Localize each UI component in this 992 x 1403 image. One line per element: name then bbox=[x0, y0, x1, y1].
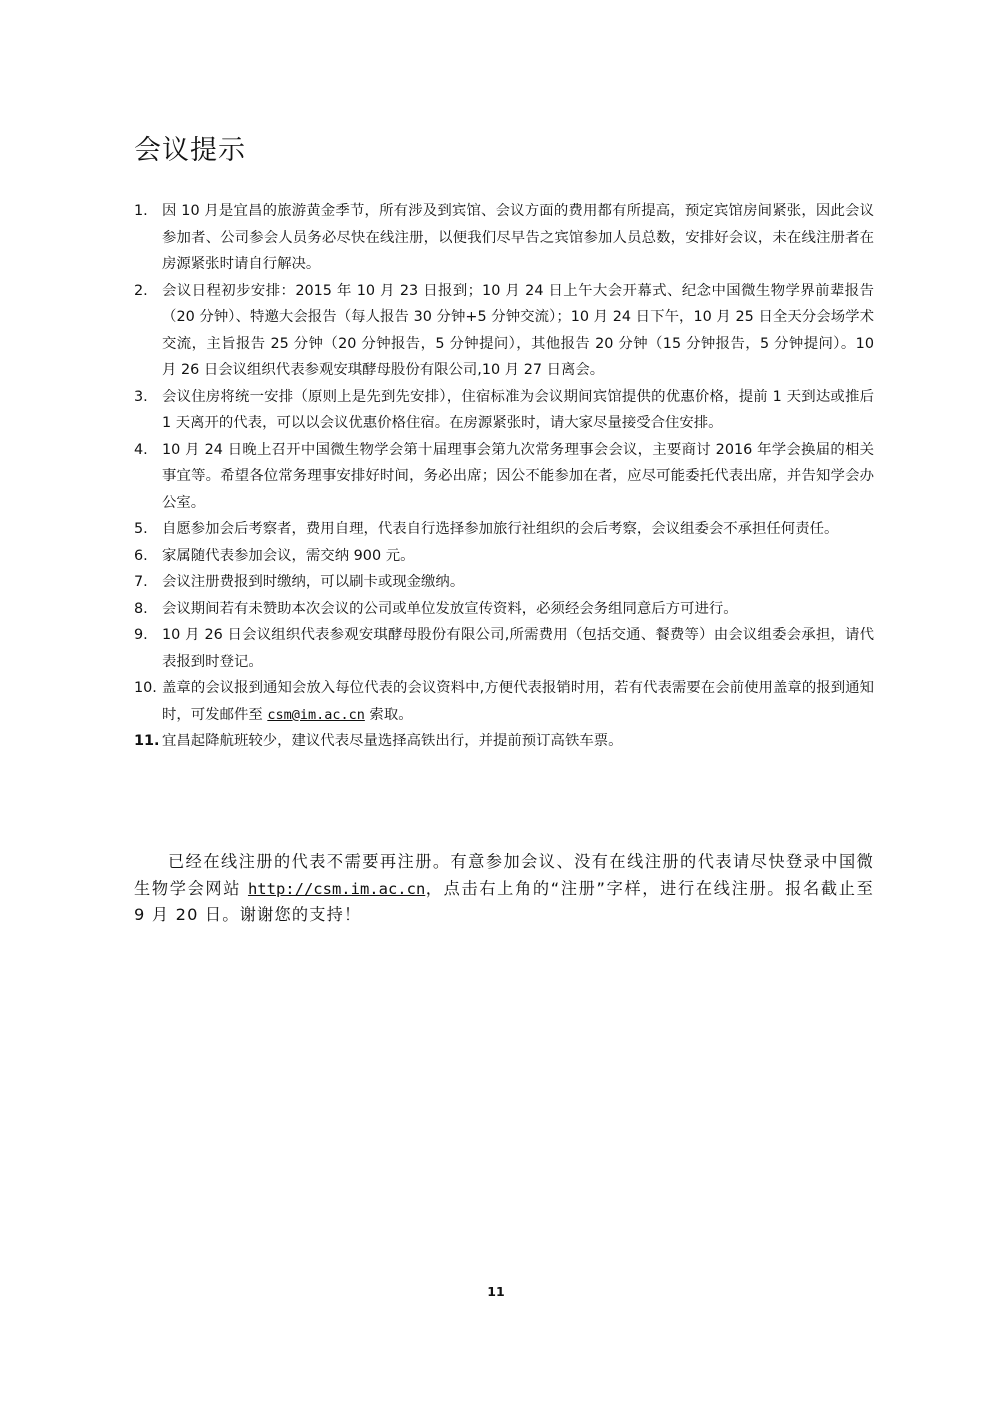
tips-list bbox=[134, 198, 874, 755]
list-item bbox=[134, 675, 874, 728]
list-item-number: 8. bbox=[134, 600, 148, 617]
list-item-text: 会议住房将统一安排（原则上是先到先安排），住宿标准为会议期间宾馆提供的优惠价格，提前 1 天到达或推后 1 天离开的代表，可以以会议优惠价格住宿。在房源紧张时，请大家尽量接受合住安排。 bbox=[162, 388, 874, 431]
list-item bbox=[134, 384, 874, 437]
list-item-text: 宜昌起降航班较少，建议代表尽量选择高铁出行，并提前预订高铁车票。 bbox=[162, 733, 623, 749]
list-item-number: 7. bbox=[134, 574, 148, 590]
website-link[interactable]: http://csm.im.ac.cn bbox=[247, 879, 426, 898]
list-item-text: 因 10 月是宜昌的旅游黄金季节，所有涉及到宾馆、会议方面的费用都有所提高，预定宾馆房间紧张，因此会议参加者、公司参会人员务必尽快在线注册，以便我们尽早告之宾馆参加人员总数，安排好会议，未在线注册者在房源紧张时请自行解决。 bbox=[162, 203, 874, 272]
email-link[interactable]: csm@im.ac.cn bbox=[267, 706, 365, 723]
list-item bbox=[134, 198, 874, 278]
list-item-number: 10. bbox=[134, 680, 157, 696]
list-item-number: 4. bbox=[134, 441, 148, 458]
list-item-text: 会议期间若有未赞助本次会议的公司或单位发放宣传资料，必须经会务组同意后方可进行。 bbox=[162, 600, 738, 617]
list-item bbox=[134, 569, 874, 596]
tip10-text-before: 盖章的会议报到通知会放入每位代表的会议资料中,方便代表报销时用，若有代表需要在会前使用盖章的报到通知时，可发邮件至 bbox=[162, 680, 874, 723]
list-item-text: 会议注册费报到时缴纳，可以刷卡或现金缴纳。 bbox=[162, 574, 465, 590]
page-number: 11 bbox=[487, 1284, 505, 1299]
list-item-text bbox=[162, 675, 874, 728]
list-item-number: 11. bbox=[134, 733, 160, 749]
list-item-number: 6. bbox=[134, 547, 148, 564]
list-item-number: 3. bbox=[134, 388, 148, 405]
list-item-text: 家属随代表参加会议，需交纳 900 元。 bbox=[162, 547, 415, 564]
list-item bbox=[134, 622, 874, 675]
list-item-number: 5. bbox=[134, 521, 148, 537]
list-item-text: 10 月 26 日会议组织代表参观安琪酵母股份有限公司,所需费用（包括交通、餐费等）由会议组委会承担，请代表报到时登记。 bbox=[162, 627, 874, 670]
list-item-text: 会议日程初步安排：2015 年 10 月 23 日报到；10 月 24 日上午大会开幕式、纪念中国微生物学界前辈报告（20 分钟）、特邀大会报告（每人报告 30 分钟+5 分钟交流）；10 月 24 日下午，10 月 25 日全天分会场学术交流，主旨报告 25 分钟（20 分钟报告，5 分钟提问），其他报告 20 分钟（15 分钟报告，5 分钟提问）。10 月 26 日会议组织代表参观安琪酵母股份有限公司,10 月 27 日离会。 bbox=[162, 282, 874, 378]
list-item bbox=[134, 728, 874, 755]
closing-text-after: ，点击右上角的“注册”字样，进行在线注册。报名截止至 9 月 20 日。谢谢您的支持！ bbox=[134, 878, 874, 924]
list-item bbox=[134, 437, 874, 517]
list-item-number: 9. bbox=[134, 627, 148, 643]
tip10-text-after: 索取。 bbox=[364, 706, 413, 723]
page-title: 会议提示 bbox=[134, 135, 246, 166]
list-item-number: 1. bbox=[134, 203, 148, 219]
list-item bbox=[134, 543, 874, 570]
list-item bbox=[134, 278, 874, 384]
list-item bbox=[134, 516, 874, 543]
list-item-number: 2. bbox=[134, 282, 148, 299]
list-item-text: 10 月 24 日晚上召开中国微生物学会第十届理事会第九次常务理事会会议，主要商讨 2016 年学会换届的相关事宜等。希望各位常务理事安排好时间，务必出席；因公不能参加在者，应尽可能委托代表出席，并告知学会办公室。 bbox=[162, 441, 874, 511]
closing-paragraph bbox=[134, 849, 874, 929]
list-item-text: 自愿参加会后考察者，费用自理，代表自行选择参加旅行社组织的会后考察，会议组委会不承担任何责任。 bbox=[162, 521, 839, 537]
list-item bbox=[134, 596, 874, 623]
closing-text-before: 已经在线注册的代表不需要再注册。有意参加会议、没有在线注册的代表请尽快登录中国微生物学会网站 bbox=[134, 852, 874, 898]
